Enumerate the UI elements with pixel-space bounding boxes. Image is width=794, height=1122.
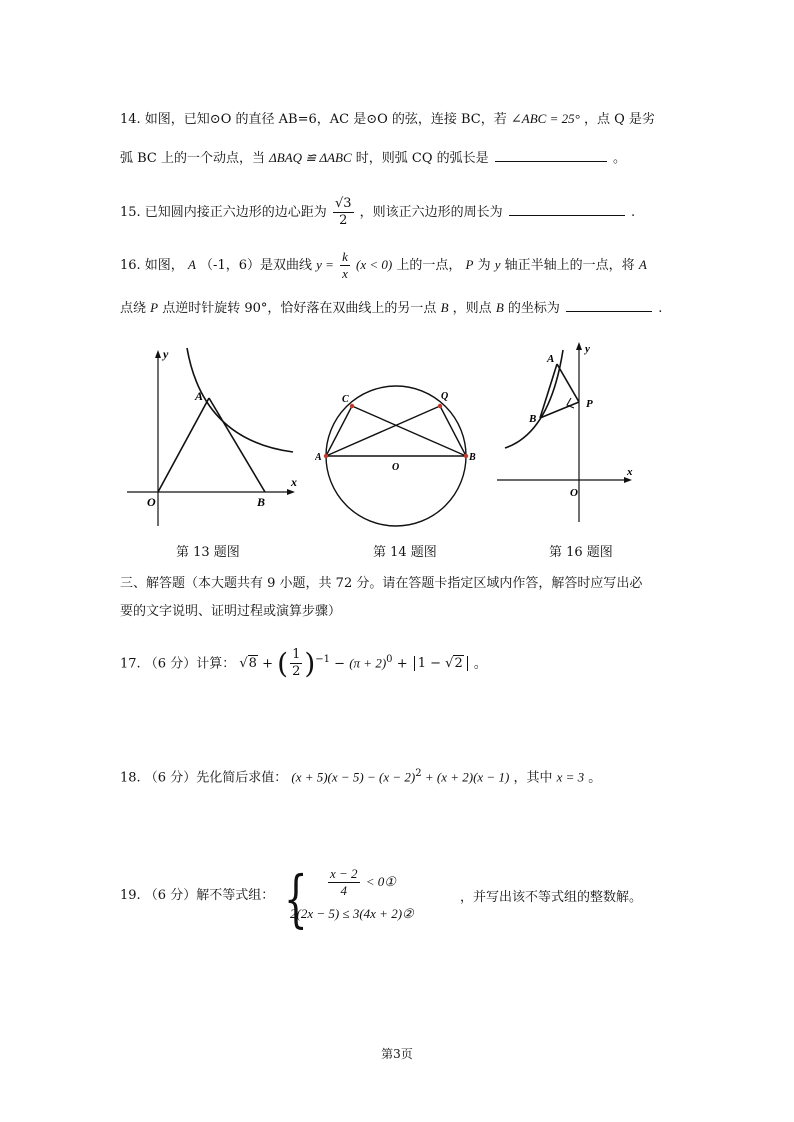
fig14-point-q <box>438 404 442 408</box>
q14-angle: ∠ABC = 25° <box>510 111 580 126</box>
figure-16 <box>495 338 640 528</box>
q16-text-f: 点逆时针旋转 90°，恰好落在双曲线上的另一点 <box>162 301 437 316</box>
q17-paren-close: ) <box>304 646 316 680</box>
q16-func-fraction <box>340 249 350 282</box>
q16-p-label: P <box>465 257 474 272</box>
fig14-label-c: C <box>342 394 349 405</box>
q14-text-d: 时，则弧 CQ 的弧长是 <box>355 151 489 166</box>
fig14-label-a: A <box>315 452 322 463</box>
fig16-segment-ab <box>540 364 557 418</box>
fig14-label-b: B <box>469 452 476 463</box>
q15-line <box>120 196 635 230</box>
q17-pi-expr: (π + 2) <box>349 655 387 671</box>
q16-answer-blank <box>566 297 652 312</box>
q19-inequality-2 <box>290 906 414 922</box>
fig16-label-b: B <box>529 413 537 425</box>
q16-line-2 <box>120 297 662 319</box>
fig13-label-x: x <box>291 475 297 489</box>
q16-func-cond: (x < 0) <box>355 257 393 272</box>
q17-label: 17. （6 分）计算： <box>120 656 236 672</box>
q16-func-lhs: y = <box>316 257 334 272</box>
q19-note: ，并写出该不等式组的整数解。 <box>460 890 643 905</box>
q18-exp-2: 2 <box>415 768 422 779</box>
q16-func-num: k <box>342 249 348 264</box>
q18-end: 。 <box>588 770 602 786</box>
q14-answer-blank <box>495 147 607 162</box>
q17-line <box>120 640 487 684</box>
q17-exp-0: 0 <box>386 654 393 665</box>
q16-p-label-2: P <box>150 300 159 315</box>
q15-fraction <box>333 196 354 229</box>
fig16-y-arrow <box>576 342 582 350</box>
q15-frac-num: √3 <box>334 196 352 211</box>
q17-abs-sqrt-arg: 2 <box>454 656 463 672</box>
q15-answer-blank <box>509 201 625 216</box>
fig16-label-x: x <box>627 466 633 478</box>
q14-text-c: 弧 BC 上的一个动点，当 <box>120 151 266 166</box>
fig13-segment-oa <box>158 398 209 492</box>
fig14-point-b <box>464 454 468 458</box>
q16-point-a: A <box>187 257 196 272</box>
q18-line <box>120 764 601 788</box>
q17-end: 。 <box>473 656 487 672</box>
q17-frac-den: 2 <box>292 664 301 680</box>
q16-func-den: x <box>342 266 348 281</box>
q17-paren-open: ( <box>277 646 289 680</box>
q17-abs <box>414 656 468 671</box>
q16-line-1 <box>120 248 647 283</box>
q14-line-1 <box>120 109 655 130</box>
q16-b-label: B <box>440 300 449 315</box>
q16-b-label-2: B <box>495 300 504 315</box>
q19-ineq1-num: x − 2 <box>330 866 358 881</box>
q19-label: 19. （6 分）解不等式组： <box>120 888 275 903</box>
q16-coords: （-1，6）是双曲线 <box>200 258 312 273</box>
q18-label: 18. （6 分）先化简后求值： <box>120 770 288 786</box>
q19-ineq1-den: 4 <box>340 883 348 898</box>
section3-line-2: 要的文字说明、证明过程或演算步骤） <box>120 604 342 619</box>
figure-14 <box>315 380 485 530</box>
fig16-segment-ap <box>557 364 579 402</box>
fig14-chord-cb <box>352 406 466 456</box>
fig14-point-a <box>324 454 328 458</box>
q16-text-h: 的坐标为 <box>507 301 560 316</box>
fig16-label-a: A <box>547 353 555 365</box>
fig14-point-c <box>350 404 354 408</box>
q17-fraction <box>290 647 302 680</box>
q17-frac-num: 1 <box>292 647 301 663</box>
page-number: 第3页 <box>381 1047 413 1061</box>
fig13-label-b: B <box>257 495 266 509</box>
q16-text-g: ，则点 <box>452 301 492 316</box>
fig14-caption: 第 14 题图 <box>373 545 437 560</box>
fig16-label-y: y <box>585 343 590 355</box>
q18-condition: x = 3 <box>556 769 585 785</box>
fig13-label-o: O <box>147 495 156 509</box>
q18-expr-b: + (x + 2)(x − 1) <box>421 769 510 785</box>
q19-brace: { <box>284 862 308 935</box>
fig13-y-arrow <box>155 350 161 358</box>
q16-text-a: 16. 如图， <box>120 258 184 273</box>
q17-sqrt-arg: 8 <box>248 656 257 672</box>
fig13-caption: 第 13 题图 <box>176 545 240 560</box>
q14-text-a: 14. 如图，已知⊙O 的直径 AB=6，AC 是⊙O 的弦，连接 BC，若 <box>120 112 507 127</box>
fig13-segment-ab <box>209 398 265 492</box>
q17-exp-neg1: −1 <box>315 654 331 665</box>
q16-text-b: 上的一点， <box>396 258 462 273</box>
fig16-label-p: P <box>586 398 593 410</box>
q16-text-c: 为 <box>477 258 491 273</box>
q15-frac-den: 2 <box>339 213 348 228</box>
q19-ineq1-fraction <box>328 866 360 899</box>
q14-congruence: ΔBAQ ≌ ΔABC <box>269 150 352 165</box>
q19-inequality-1 <box>326 866 396 899</box>
q17-sqrt: √8 <box>239 656 257 672</box>
fig13-x-arrow <box>287 489 295 495</box>
fig13-label-a: A <box>195 389 204 403</box>
fig14-chord-aq <box>326 406 440 456</box>
q17-abs-a: 1 − <box>417 656 442 672</box>
q19-ineq2-text: 2(2x − 5) ≤ 3(4x + 2)② <box>290 906 414 921</box>
q17-minus: − <box>334 656 346 672</box>
q18-expr-a: (x + 5)(x − 5) − (x − 2) <box>291 769 416 785</box>
q14-end: 。 <box>612 151 626 166</box>
q17-plus-2: + <box>396 656 408 672</box>
q17-abs-sqrt: √2 <box>445 656 463 672</box>
q16-y-label: y <box>494 257 501 272</box>
q15-end: . <box>630 205 636 220</box>
q14-text-b: ，点 Q 是劣 <box>583 112 655 127</box>
q15-text-a: 15. 已知圆内接正六边形的边心距为 <box>120 205 327 220</box>
q18-text-b: ，其中 <box>513 770 553 786</box>
fig16-label-o: O <box>570 487 578 499</box>
q16-text-e: 点绕 <box>120 301 147 316</box>
fig16-caption: 第 16 题图 <box>549 545 613 560</box>
section3-line-1: 三、解答题（本大题共有 9 小题，共 72 分。请在答题卡指定区域内作答，解答时应写出必 <box>120 576 643 591</box>
q14-line-2 <box>120 147 626 169</box>
fig13-label-y: y <box>163 347 169 361</box>
fig14-label-o: O <box>392 462 400 473</box>
q16-a-label-2: A <box>638 257 647 272</box>
figure-13 <box>125 340 305 540</box>
q16-text-d: 轴正半轴上的一点，将 <box>504 258 635 273</box>
q16-end: . <box>658 301 663 316</box>
q15-text-b: ，则该正六边形的周长为 <box>359 205 503 220</box>
fig14-label-q: Q <box>441 391 449 402</box>
q19-ineq1-rest: < 0① <box>365 874 396 889</box>
q17-plus-1: + <box>262 656 273 672</box>
